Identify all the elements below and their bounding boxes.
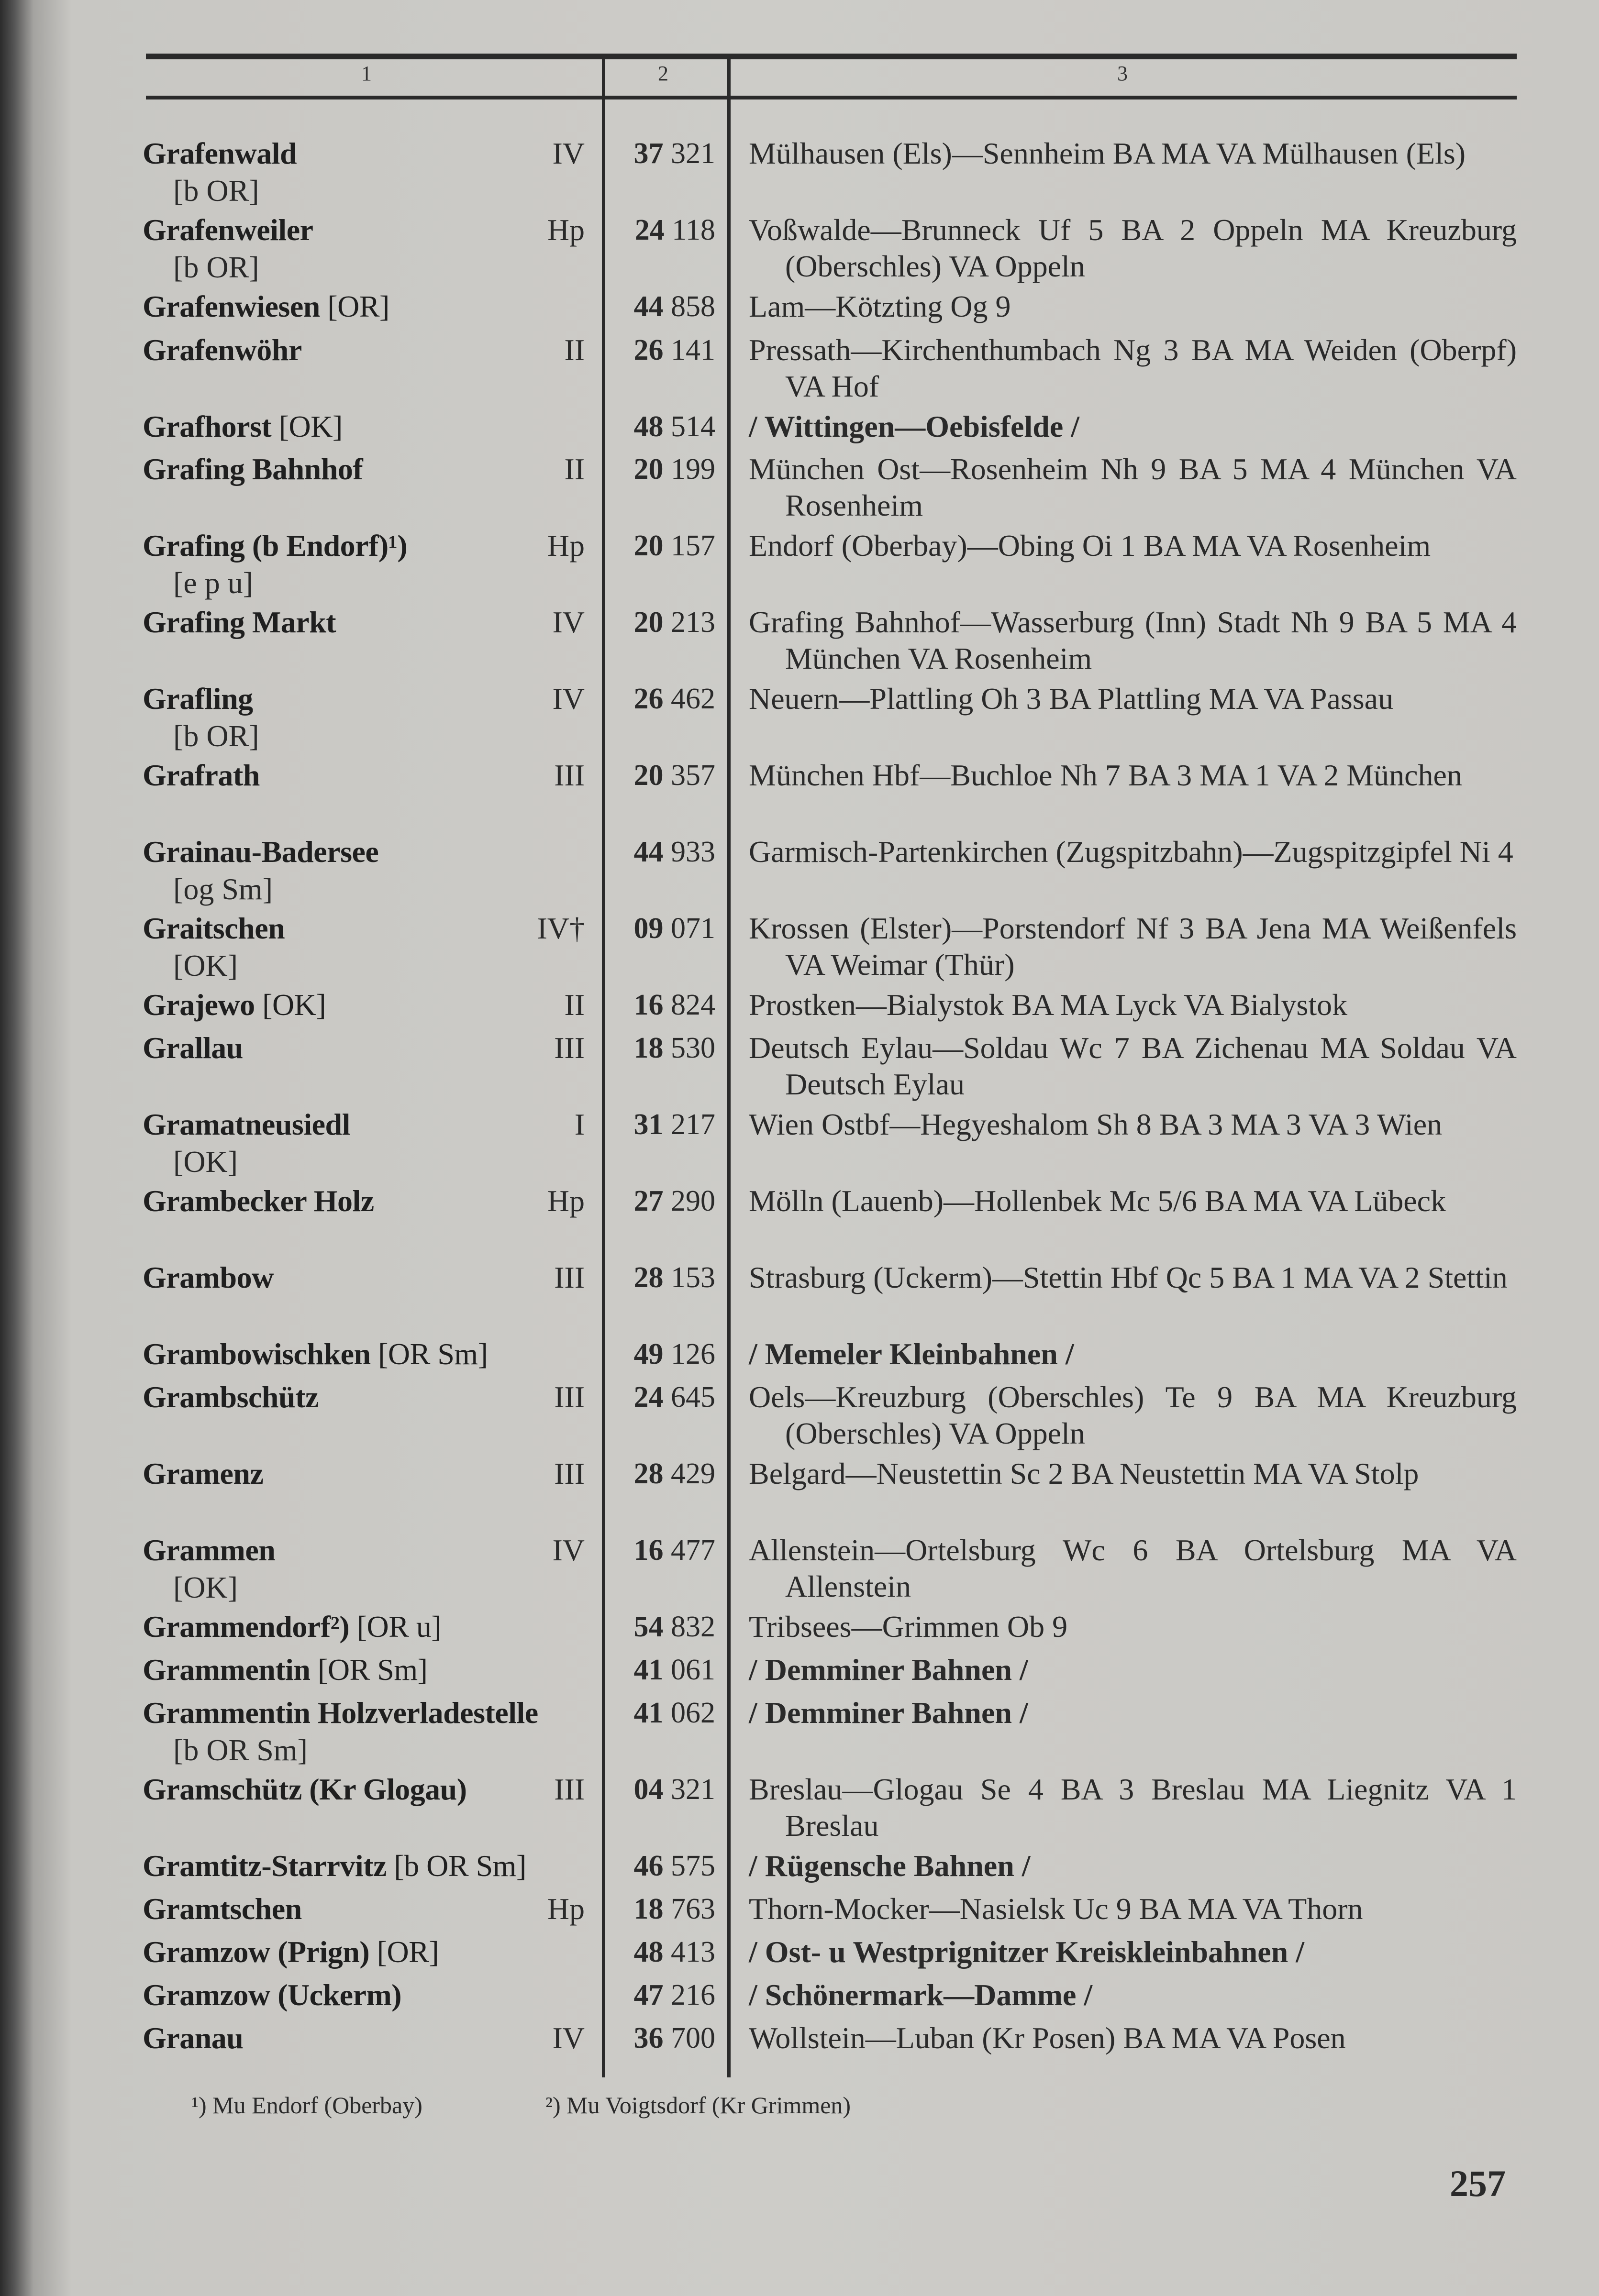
station-subnote: [b OR] xyxy=(173,719,259,753)
station-code-suffix: 213 xyxy=(671,606,715,639)
station-name xyxy=(143,757,573,794)
station-subnote: [OK] xyxy=(173,949,238,982)
station-subnote: [b OR] xyxy=(173,250,259,284)
station-code-prefix: 31 xyxy=(633,1108,664,1141)
station-code-suffix: 700 xyxy=(671,2022,715,2054)
route-description: / Demminer Bahnen / xyxy=(749,1696,1028,1730)
station-name xyxy=(143,1336,573,1372)
station-subnote: [OK] xyxy=(173,1145,238,1179)
station-class: Hp xyxy=(547,1892,585,1926)
route-description: Allenstein—Ortelsburg Wc 6 BA Ortelsburg MA VA Allenstein xyxy=(749,1533,1517,1603)
station-class: IV xyxy=(552,1533,585,1567)
station-code-prefix: 44 xyxy=(633,290,664,323)
station-entry xyxy=(0,1771,1599,1848)
route-description: Strasburg (Uckerm)—Stettin Hbf Qc 5 BA 1 MA VA 2 Stettin xyxy=(749,1260,1508,1294)
station-entry xyxy=(0,757,1599,834)
station-name-text: Gramzow (Prign) xyxy=(143,1935,370,1969)
station-code xyxy=(617,834,715,870)
station-code-prefix: 47 xyxy=(633,1979,664,2011)
station-code-prefix: 09 xyxy=(633,912,664,945)
station-name xyxy=(143,212,573,248)
station-name xyxy=(143,288,573,325)
station-name-text: Grambow xyxy=(143,1260,274,1294)
station-name-text: Grafing Bahnhof xyxy=(143,452,363,486)
station-code xyxy=(617,1848,715,1884)
station-name xyxy=(143,1106,573,1143)
station-name-text: Grafenwald xyxy=(143,136,297,170)
station-code-prefix: 20 xyxy=(633,759,664,792)
footnote-2: ²) Mu Voigtsdorf (Kr Grimmen) xyxy=(545,2092,851,2119)
route-description: Pressath—Kirchenthumbach Ng 3 BA MA Weiden (Oberpf) VA Hof xyxy=(749,333,1517,403)
route-description: / Wittingen—Oebisfelde / xyxy=(749,409,1079,443)
station-entry xyxy=(0,1695,1599,1771)
route-description: Wien Ostbf—Hegyeshalom Sh 8 BA 3 MA 3 VA 3 Wien xyxy=(749,1107,1443,1141)
station-entry xyxy=(0,1456,1599,1532)
station-code-suffix: 157 xyxy=(671,530,715,562)
route-description: Wollstein—Luban (Kr Posen) BA MA VA Posen xyxy=(749,2021,1346,2055)
route-description: Voßwalde—Brunneck Uf 5 BA 2 Oppeln MA Kreuzburg (Oberschles) VA Oppeln xyxy=(749,213,1517,283)
station-name-text: Grafenwiesen xyxy=(143,289,320,323)
station-code-prefix: 26 xyxy=(633,683,664,715)
station-name xyxy=(143,1934,573,1970)
station-name-text: Gramzow (Uckerm) xyxy=(143,1978,402,2012)
page-number: 257 xyxy=(1450,2163,1506,2204)
station-code-prefix: 44 xyxy=(633,836,664,868)
station-code-suffix: 153 xyxy=(671,1261,715,1294)
station-class: IV xyxy=(552,136,585,170)
station-code xyxy=(617,1532,715,1568)
station-name xyxy=(143,135,573,172)
route-description: Garmisch-Partenkirchen (Zugspitzbahn)—Zugspitzgipfel Ni 4 xyxy=(749,835,1513,869)
station-name xyxy=(143,1183,573,1219)
station-code xyxy=(617,332,715,368)
station-code-prefix: 46 xyxy=(633,1850,664,1882)
station-name-text: Grafrath xyxy=(143,758,260,792)
station-name xyxy=(143,1532,573,1568)
route-description: Neuern—Plattling Oh 3 BA Plattling MA VA Passau xyxy=(749,682,1394,716)
station-code xyxy=(617,1609,715,1645)
station-name xyxy=(143,528,573,564)
station-code-suffix: 290 xyxy=(671,1185,715,1217)
station-class: III xyxy=(554,1031,585,1065)
station-class: I xyxy=(574,1107,585,1141)
station-name-text: Grambschütz xyxy=(143,1380,319,1414)
station-name-text: Graitschen xyxy=(143,911,285,945)
station-code xyxy=(617,1456,715,1492)
station-subnote: [b OR] xyxy=(173,174,259,208)
station-code-suffix: 933 xyxy=(671,836,715,868)
station-name xyxy=(143,451,573,487)
header-rule xyxy=(146,96,1517,99)
station-code-suffix: 216 xyxy=(671,1979,715,2011)
station-subnote: [OK] xyxy=(173,1570,238,1604)
route-description: Endorf (Oberbay)—Obing Oi 1 BA MA VA Rosenheim xyxy=(749,529,1431,563)
station-name-text: Grammendorf²) xyxy=(143,1610,350,1644)
footnote-1: ¹) Mu Endorf (Oberbay) xyxy=(191,2092,422,2119)
station-name xyxy=(143,1259,573,1296)
station-code xyxy=(617,1695,715,1731)
station-name-text: Grammentin xyxy=(143,1653,311,1687)
station-code-suffix: 199 xyxy=(671,453,715,486)
station-name xyxy=(143,1848,573,1884)
station-code xyxy=(617,1379,715,1415)
station-class: IV xyxy=(552,682,585,716)
station-name xyxy=(143,987,573,1023)
top-rule xyxy=(146,54,1517,59)
station-name-text: Grammen xyxy=(143,1533,276,1567)
station-code-prefix: 36 xyxy=(633,2022,664,2054)
station-note: [b OR Sm] xyxy=(386,1849,526,1883)
station-name-text: Grammentin Holzverladestelle xyxy=(143,1696,538,1730)
station-name xyxy=(143,1771,573,1808)
station-code-prefix: 24 xyxy=(633,1381,664,1413)
station-entry xyxy=(0,1183,1599,1259)
station-code-suffix: 321 xyxy=(671,137,715,170)
station-code-prefix: 37 xyxy=(633,137,664,170)
route-description: Grafing Bahnhof—Wasserburg (Inn) Stadt Nh 9 BA 5 MA 4 München VA Rosenheim xyxy=(749,605,1517,675)
station-name xyxy=(143,1030,573,1066)
station-class: III xyxy=(554,1457,585,1490)
station-note: [OR] xyxy=(369,1935,439,1969)
station-code xyxy=(617,987,715,1023)
station-code xyxy=(617,1030,715,1066)
station-name-text: Grafing (b Endorf)¹) xyxy=(143,529,408,563)
station-code-prefix: 54 xyxy=(633,1611,664,1643)
column-header-1: 1 xyxy=(361,62,372,85)
station-code xyxy=(617,2020,715,2056)
station-name-text: Grafenweiler xyxy=(143,213,313,247)
station-code-suffix: 514 xyxy=(671,410,715,443)
station-code xyxy=(617,681,715,717)
route-description: Breslau—Glogau Se 4 BA 3 Breslau MA Liegnitz VA 1 Breslau xyxy=(749,1772,1517,1843)
station-entry xyxy=(0,451,1599,528)
station-note: [OR u] xyxy=(349,1610,442,1644)
station-name-text: Gramenz xyxy=(143,1457,264,1490)
station-entry xyxy=(0,834,1599,910)
station-code-suffix: 429 xyxy=(671,1457,715,1490)
station-code-suffix: 832 xyxy=(671,1611,715,1643)
station-code xyxy=(617,1183,715,1219)
station-code xyxy=(617,288,715,325)
station-name xyxy=(143,1977,573,2013)
column-header-3: 3 xyxy=(1117,62,1128,85)
station-code-suffix: 217 xyxy=(671,1108,715,1141)
station-code-prefix: 16 xyxy=(633,989,664,1021)
route-description: München Ost—Rosenheim Nh 9 BA 5 MA 4 München VA Rosenheim xyxy=(749,452,1517,522)
station-code-prefix: 20 xyxy=(633,606,664,639)
station-code-suffix: 858 xyxy=(671,290,715,323)
station-code-prefix: 28 xyxy=(633,1261,664,1294)
station-code-suffix: 645 xyxy=(671,1381,715,1413)
station-code-prefix: 41 xyxy=(633,1654,664,1686)
station-name xyxy=(143,1379,573,1415)
station-name xyxy=(143,408,573,445)
station-class: III xyxy=(554,1772,585,1806)
station-note: [OK] xyxy=(255,988,326,1022)
station-subnote: [og Sm] xyxy=(173,872,273,906)
station-code xyxy=(617,451,715,487)
station-code xyxy=(617,910,715,947)
station-class: Hp xyxy=(547,1184,585,1218)
station-name xyxy=(143,1652,573,1688)
station-code-prefix: 18 xyxy=(633,1032,664,1064)
station-note: [OK] xyxy=(271,409,343,443)
route-description: Oels—Kreuzburg (Oberschles) Te 9 BA MA Kreuzburg (Oberschles) VA Oppeln xyxy=(749,1380,1517,1450)
station-name-text: Gramschütz (Kr Glogau) xyxy=(143,1772,467,1806)
station-code-prefix: 48 xyxy=(633,410,664,443)
station-entry xyxy=(0,212,1599,288)
station-code xyxy=(617,1652,715,1688)
station-code-suffix: 530 xyxy=(671,1032,715,1064)
route-description: Deutsch Eylau—Soldau Wc 7 BA Zichenau MA Soldau VA Deutsch Eylau xyxy=(749,1031,1517,1101)
station-name-text: Grafenwöhr xyxy=(143,333,302,367)
station-name xyxy=(143,332,573,368)
station-code-suffix: 061 xyxy=(671,1654,715,1686)
station-code xyxy=(617,757,715,794)
station-name-text: Gramatneusiedl xyxy=(143,1107,350,1141)
station-code-prefix: 04 xyxy=(633,1773,664,1806)
station-code-suffix: 118 xyxy=(672,214,715,246)
station-note: [OR Sm] xyxy=(370,1337,488,1371)
station-class: Hp xyxy=(547,213,585,247)
station-class: III xyxy=(554,1260,585,1294)
station-code-suffix: 321 xyxy=(671,1773,715,1806)
station-code-suffix: 141 xyxy=(671,334,715,366)
station-class: II xyxy=(564,988,585,1022)
station-name-text: Grambowischken xyxy=(143,1337,371,1371)
route-description: Mölln (Lauenb)—Hollenbek Mc 5/6 BA MA VA Lübeck xyxy=(749,1184,1446,1218)
station-code-prefix: 28 xyxy=(633,1457,664,1490)
station-class: IV xyxy=(552,605,585,639)
station-code xyxy=(617,1336,715,1372)
station-name xyxy=(143,681,573,717)
station-name xyxy=(143,1695,573,1731)
route-description: Prostken—Bialystok BA MA Lyck VA Bialystok xyxy=(749,988,1348,1022)
station-code xyxy=(617,1977,715,2013)
station-code-prefix: 20 xyxy=(633,453,664,486)
station-entry xyxy=(0,1030,1599,1106)
station-name-text: Gramtitz-Starrvitz xyxy=(143,1849,387,1883)
route-description: Mülhausen (Els)—Sennheim BA MA VA Mülhausen (Els) xyxy=(749,136,1466,170)
route-description: / Ost- u Westprignitzer Kreiskleinbahnen / xyxy=(749,1935,1304,1969)
station-code-suffix: 824 xyxy=(671,989,715,1021)
station-name xyxy=(143,2020,573,2056)
column-header-2: 2 xyxy=(658,62,668,85)
station-code-prefix: 20 xyxy=(633,530,664,562)
station-note: [OR Sm] xyxy=(310,1653,428,1687)
station-entry xyxy=(0,1259,1599,1336)
station-code xyxy=(617,135,715,172)
station-code-suffix: 575 xyxy=(671,1850,715,1882)
station-name-text: Grafling xyxy=(143,682,253,716)
station-name-text: Grallau xyxy=(143,1031,243,1065)
station-code xyxy=(617,1259,715,1296)
route-description: Krossen (Elster)—Porstendorf Nf 3 BA Jena MA Weißenfels VA Weimar (Thür) xyxy=(749,911,1517,982)
station-code-suffix: 477 xyxy=(671,1534,715,1567)
station-name xyxy=(143,604,573,640)
station-code-prefix: 18 xyxy=(633,1893,664,1925)
station-code-suffix: 413 xyxy=(671,1936,715,1968)
station-code-prefix: 24 xyxy=(634,214,665,246)
station-class: III xyxy=(554,1380,585,1414)
route-description: Belgard—Neustettin Sc 2 BA Neustettin MA VA Stolp xyxy=(749,1457,1419,1490)
station-code-suffix: 462 xyxy=(671,683,715,715)
station-code-prefix: 48 xyxy=(633,1936,664,1968)
station-class: II xyxy=(564,333,585,367)
station-code-prefix: 16 xyxy=(633,1534,664,1567)
station-subnote: [b OR Sm] xyxy=(173,1733,308,1767)
station-code-prefix: 49 xyxy=(633,1338,664,1370)
station-class: IV xyxy=(552,2021,585,2055)
route-description: / Schönermark—Damme / xyxy=(749,1978,1093,2012)
station-entry xyxy=(0,1379,1599,1456)
station-code-prefix: 26 xyxy=(633,334,664,366)
station-entry xyxy=(0,135,1599,212)
station-code xyxy=(617,408,715,445)
station-entry xyxy=(0,910,1599,987)
route-description: Lam—Kötzting Og 9 xyxy=(749,289,1011,323)
station-code-prefix: 27 xyxy=(633,1185,664,1217)
station-code xyxy=(617,1771,715,1808)
station-code xyxy=(617,1934,715,1970)
station-name-text: Grafhorst xyxy=(143,409,272,443)
station-name xyxy=(143,1609,573,1645)
station-entry xyxy=(0,604,1599,681)
station-name-text: Grafing Markt xyxy=(143,605,336,639)
station-note: [OR] xyxy=(320,289,389,323)
station-name xyxy=(143,1891,573,1927)
station-name-text: Grajewo xyxy=(143,988,255,1022)
station-entry xyxy=(0,681,1599,757)
station-code-suffix: 071 xyxy=(671,912,715,945)
route-description: München Hbf—Buchloe Nh 7 BA 3 MA 1 VA 2 München xyxy=(749,758,1462,792)
station-class: III xyxy=(554,758,585,792)
station-class: IV† xyxy=(537,911,585,945)
station-name-text: Gramtschen xyxy=(143,1892,302,1926)
station-entry xyxy=(0,528,1599,604)
station-name-text: Granau xyxy=(143,2021,244,2055)
route-description: / Demminer Bahnen / xyxy=(749,1653,1028,1687)
route-description: Tribsees—Grimmen Ob 9 xyxy=(749,1610,1068,1644)
station-entry xyxy=(0,332,1599,408)
station-code-suffix: 062 xyxy=(671,1697,715,1729)
station-name xyxy=(143,910,573,947)
station-name-text: Grambecker Holz xyxy=(143,1184,374,1218)
station-code xyxy=(617,1106,715,1143)
station-entry xyxy=(0,2020,1599,2097)
station-code-suffix: 763 xyxy=(671,1893,715,1925)
station-code xyxy=(617,212,715,248)
station-class: Hp xyxy=(547,529,585,563)
station-code-prefix: 41 xyxy=(633,1697,664,1729)
station-entry xyxy=(0,1106,1599,1183)
station-code xyxy=(617,528,715,564)
station-subnote: [e p u] xyxy=(173,566,254,600)
station-code-suffix: 357 xyxy=(671,759,715,792)
station-class: II xyxy=(564,452,585,486)
station-name xyxy=(143,834,573,870)
station-name xyxy=(143,1456,573,1492)
route-description: / Rügensche Bahnen / xyxy=(749,1849,1031,1883)
station-code-suffix: 126 xyxy=(671,1338,715,1370)
station-code xyxy=(617,1891,715,1927)
station-entry xyxy=(0,1532,1599,1609)
route-description: Thorn-Mocker—Nasielsk Uc 9 BA MA VA Thorn xyxy=(749,1892,1363,1926)
station-name-text: Grainau-Badersee xyxy=(143,835,379,869)
route-description: / Memeler Kleinbahnen / xyxy=(749,1337,1074,1371)
station-code xyxy=(617,604,715,640)
